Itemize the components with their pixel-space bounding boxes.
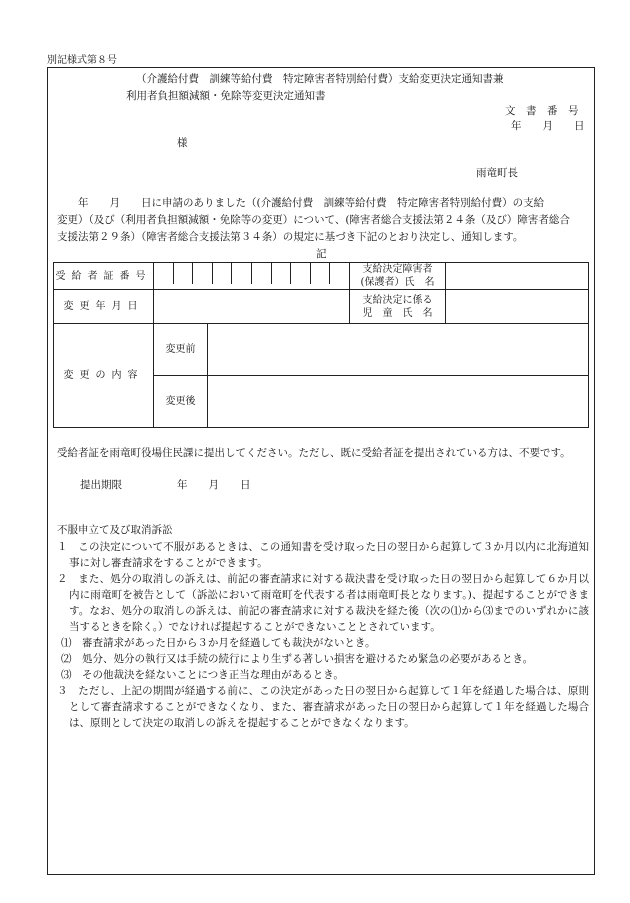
appeal-sub-3: ⑶ その他裁決を経ないことにつき正当な理由があるとき。	[61, 669, 344, 681]
deadline-date: 年 月 日	[177, 479, 251, 491]
change-date-cell	[154, 290, 350, 324]
child-name-cell	[446, 290, 589, 324]
addressee-suffix: 様	[177, 137, 188, 149]
issuer: 雨竜町長	[476, 167, 518, 179]
title-line-2: 利用者負担額減額・免除等変更決定通知書	[126, 90, 326, 102]
recipient-no-label: 受給者証番号	[54, 263, 154, 290]
after-cell	[208, 376, 589, 428]
body-text-1: 年 月 日に申請のありました（(介護給付費 訓練等給付費 特定障害者特別給付費）の支給	[57, 197, 545, 209]
document-frame	[47, 67, 595, 875]
before-cell	[208, 324, 589, 376]
doc-number-label: 文 書 番 号	[505, 105, 579, 117]
appeal-item-3: ３ ただし、上記の期間が経過する前に、この決定があった日の翌日から起算して１年を経過した場合は、原則として審査請求することができなくなり、また、審査請求があった日の翌日から起算して１年を経過した場合は、原則として決定の取消しの訴えを提起することができなくなります。	[57, 685, 589, 729]
title-line-1: （介護給付費 訓練等給付費 特定障害者特別給付費）支給変更決定通知書兼	[136, 73, 504, 85]
form-id: 別記様式第８号	[47, 55, 117, 66]
appeal-item-1: １ この決定について不服があるときは、この通知書を受け取った日の翌日から起算して３か月以内に北海道知事に対し審査請求をすることができます。	[57, 541, 589, 569]
issue-date-label: 年 月 日	[511, 120, 585, 132]
body-text-2: 変更）（及び（利用者負担額減額・免除等の変更）について、(障害者総合支援法第２４条（及び）障害者総合	[57, 214, 570, 226]
submit-note: 受給者証を雨竜町役場住民課に提出してください。ただし、既に受給者証を提出されている方は、不要です。	[57, 447, 571, 459]
body-text-3: 支援法第２９条）（障害者総合支援法第３４条）の規定に基づき下記のとおり決定し、通知します。	[57, 231, 524, 243]
decided-person-name-cell	[446, 263, 589, 290]
after-label: 変更後	[154, 376, 208, 428]
appeal-sub-1: ⑴ 審査請求があった日から３か月を経過しても裁決がないとき。	[61, 637, 376, 649]
decision-table	[53, 262, 589, 428]
before-label: 変更前	[154, 324, 208, 376]
recipient-no-boxes	[154, 263, 350, 290]
appeal-section	[57, 539, 589, 731]
appeal-sub-2: ⑵ 処分、処分の執行又は手続の続行により生ずる著しい損害を避けるため緊急の必要があるとき。	[61, 653, 534, 665]
appeal-item-2: ２ また、処分の取消しの訴えは、前記の審査請求に対する裁決書を受け取った日の翌日から起算して６か月以内に雨竜町を被告として（訴訟において雨竜町を代表する者は雨竜町長となります。)、提起することができます。なお、処分の取消しの訴えは、前記の審査請求に対する裁決を経た後（次の⑴から⑶までのいずれかに該当するときを除く。）でなければ提起することができないこととされています。	[57, 573, 589, 633]
child-name-label: 支給決定に係る 児 童 氏 名	[350, 290, 446, 324]
ki-marker: 記	[316, 248, 327, 260]
change-content-label: 変更の内容	[54, 324, 154, 428]
deadline-label: 提出期限	[80, 479, 122, 491]
decided-person-label: 支給決定障害者 (保護者）氏 名	[350, 263, 446, 290]
appeal-heading: 不服申立て及び取消訴訟	[57, 524, 173, 536]
change-date-label: 変更年月日	[54, 290, 154, 324]
